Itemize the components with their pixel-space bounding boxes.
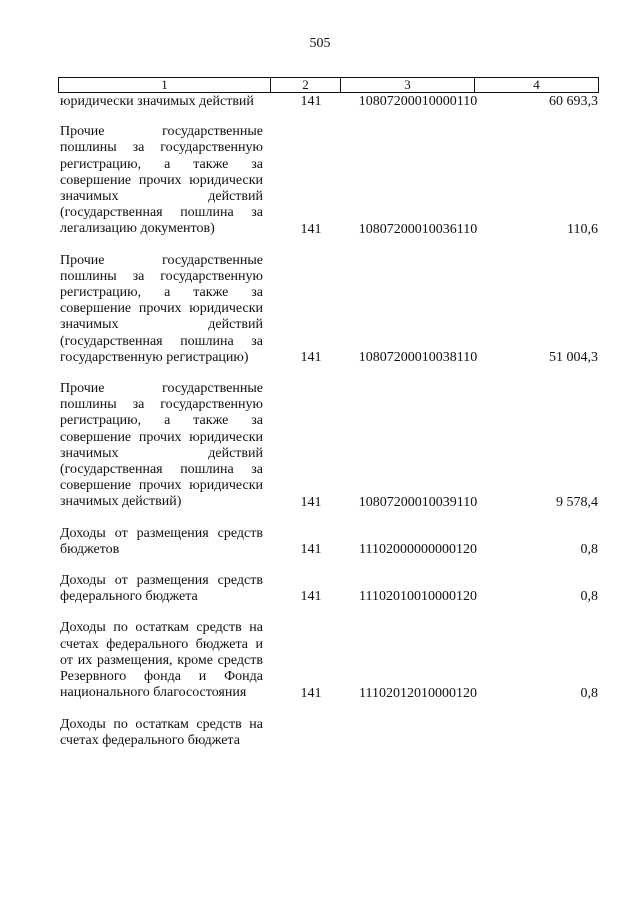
page-number: 505 xyxy=(309,36,331,51)
row-admin-code: 141 xyxy=(300,494,322,510)
row-admin-code: 141 xyxy=(300,221,322,237)
row-amount: 9 578,4 xyxy=(556,494,598,510)
row-description: Доходы от размещения средств федерального бюджета xyxy=(60,573,263,605)
row-amount: 0,8 xyxy=(580,542,598,558)
row-budget-code: 10807200010039110 xyxy=(358,494,478,510)
row-description: Доходы по остаткам средств на счетах федерального бюджета и от их размещения, кроме средств Резервного фонда и Фонда национального благосостояния xyxy=(60,620,263,701)
header-col-2: 2 xyxy=(271,78,341,92)
table-row xyxy=(60,717,600,749)
row-admin-code: 141 xyxy=(300,685,322,701)
row-budget-code: 11102012010000120 xyxy=(359,685,477,701)
table-row xyxy=(60,94,600,110)
table-row xyxy=(60,620,600,701)
table-row xyxy=(60,253,600,366)
row-admin-code: 141 xyxy=(300,589,322,605)
table-header xyxy=(58,77,599,93)
row-amount: 51 004,3 xyxy=(549,350,598,366)
row-budget-code: 10807200010036110 xyxy=(358,221,478,237)
row-amount: 0,8 xyxy=(580,685,598,701)
row-description: Доходы по остаткам средств на счетах федерального бюджета xyxy=(60,716,263,748)
table-row xyxy=(60,526,600,558)
row-admin-code: 141 xyxy=(300,94,322,110)
table-row xyxy=(60,381,600,511)
header-col-3: 3 xyxy=(341,78,475,92)
table-body xyxy=(60,94,600,764)
row-description: юридически значимых действий xyxy=(60,94,254,109)
row-description: Прочие государственные пошлины за государственную регистрацию, а также за совершение прочих юридически значимых действий (государственная пошлина за легализацию документов) xyxy=(60,124,263,237)
row-admin-code: 141 xyxy=(300,350,322,366)
header-col-4: 4 xyxy=(533,77,540,92)
table-row xyxy=(60,573,600,605)
row-description: Доходы от размещения средств бюджетов xyxy=(60,525,263,557)
row-description: Прочие государственные пошлины за государственную регистрацию, а также за совершение прочих юридически значимых действий (государственная пошлина за государственную регистрацию) xyxy=(60,252,263,365)
row-amount: 0,8 xyxy=(580,589,598,605)
row-budget-code: 10807200010000110 xyxy=(358,94,478,110)
row-amount: 110,6 xyxy=(567,221,598,237)
row-admin-code: 141 xyxy=(300,542,322,558)
row-amount: 60 693,3 xyxy=(549,94,598,110)
row-budget-code: 11102000000000120 xyxy=(359,542,477,558)
row-description: Прочие государственные пошлины за государственную регистрацию, а также за совершение прочих юридически значимых действий (государственная пошлина за совершение прочих юридически значимых действий) xyxy=(60,381,263,510)
row-budget-code: 10807200010038110 xyxy=(358,350,478,366)
header-col-1: 1 xyxy=(59,78,271,92)
table-row xyxy=(60,124,600,237)
row-budget-code: 11102010010000120 xyxy=(359,589,477,605)
